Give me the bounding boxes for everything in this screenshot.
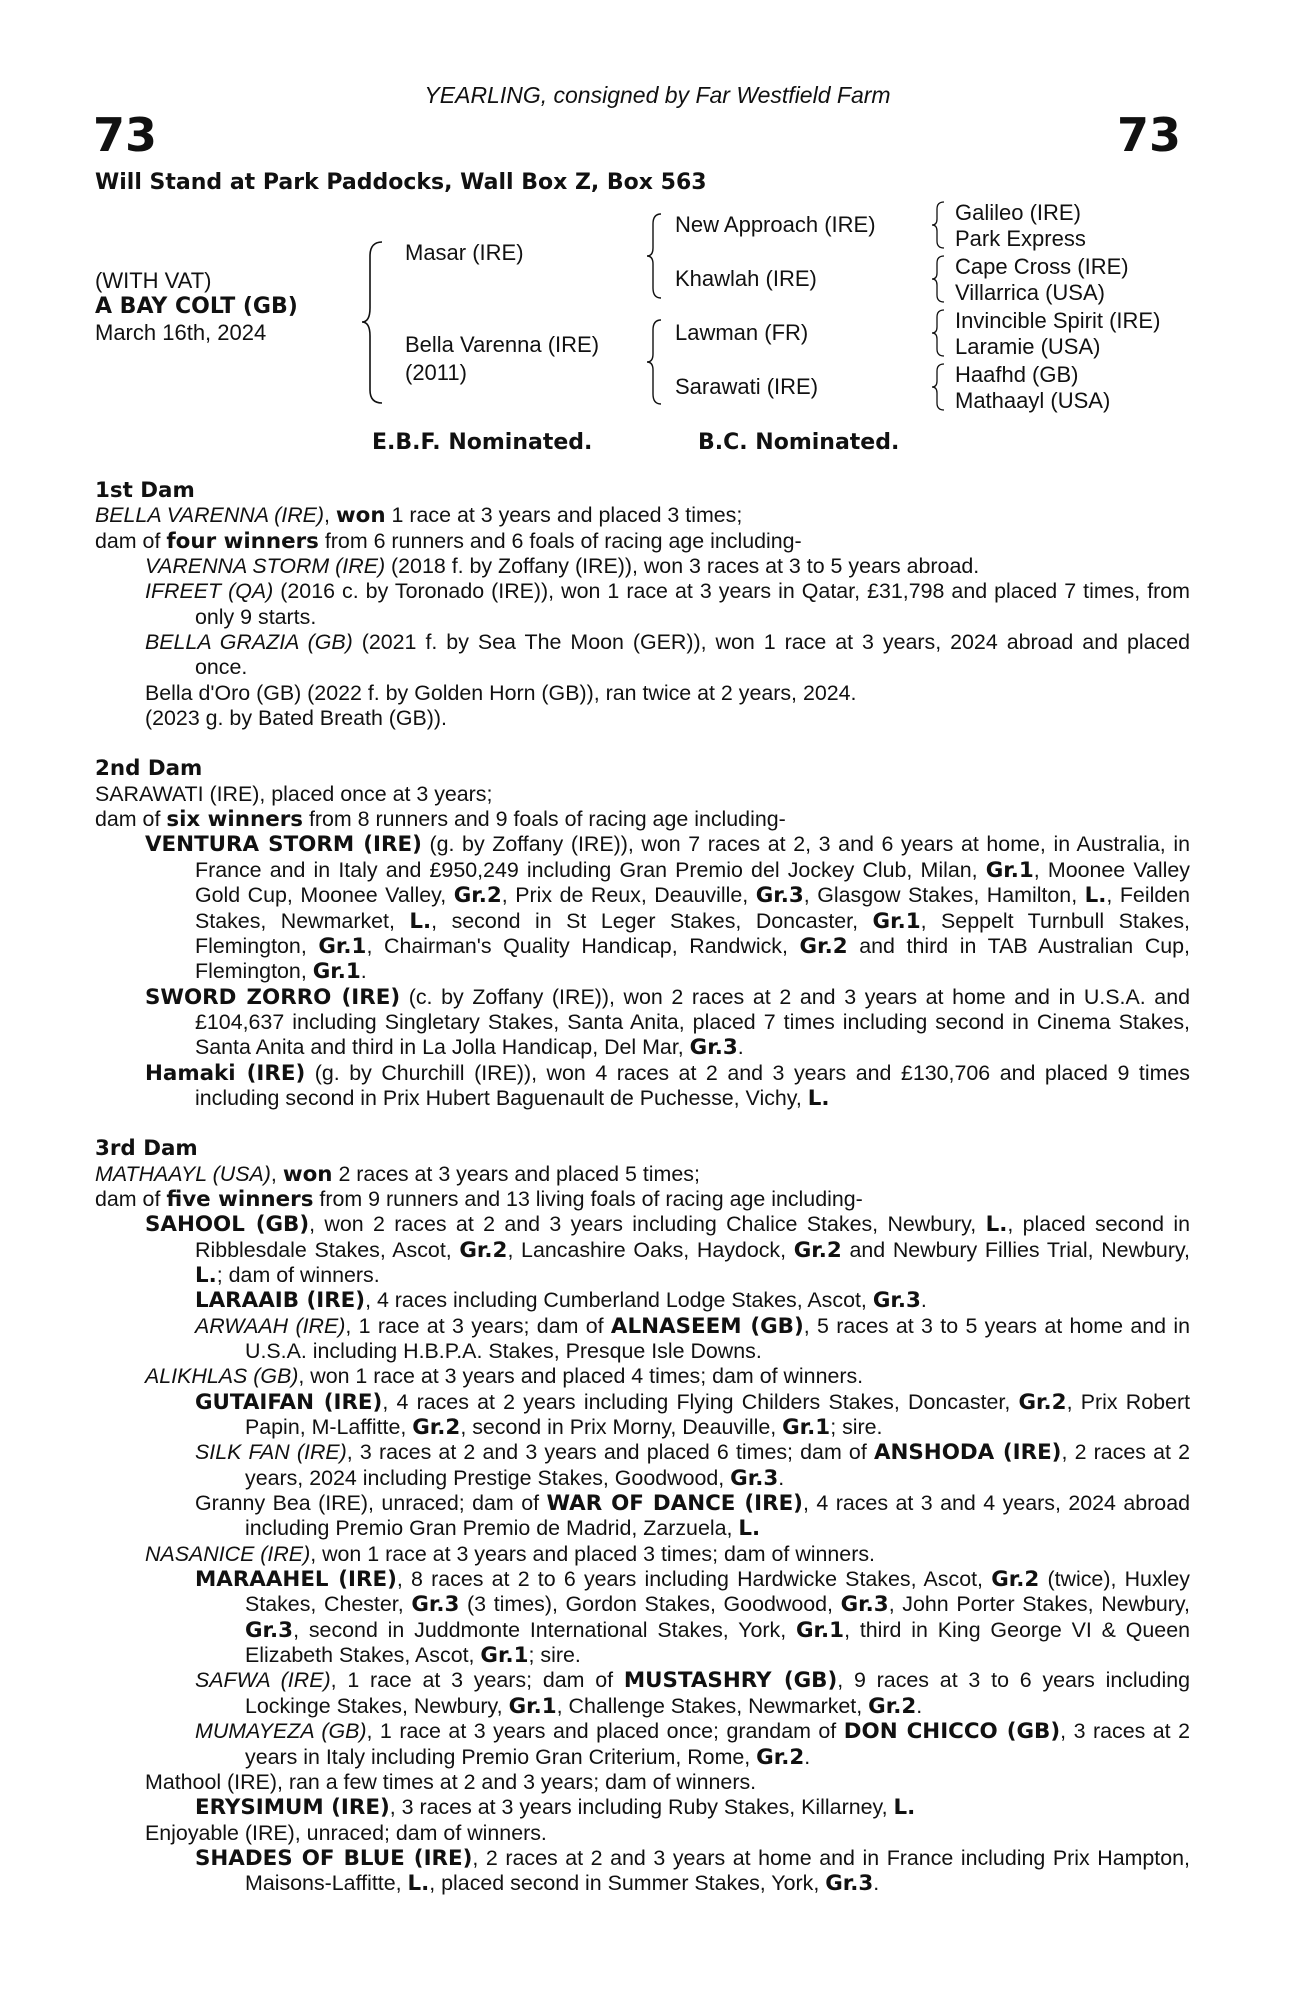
ebf-nomination: E.B.F. Nominated. <box>372 430 593 455</box>
produce-entry: Mathool (IRE), ran a few times at 2 and 3 years; dam of winners. <box>145 1769 757 1794</box>
produce-entry: VARENNA STORM (IRE) (2018 f. by Zoffany (IRE)), won 3 races at 3 to 5 years abroad. <box>145 554 980 579</box>
gg-3: Cape Cross (IRE) <box>955 254 1129 279</box>
second-dam-produce-summary: dam of six winners from 8 runners and 9 foals of racing age including- <box>95 807 786 833</box>
stand-location: Will Stand at Park Paddocks, Wall Box Z, Box 563 <box>95 170 707 195</box>
brace-g3-4 <box>930 362 948 412</box>
gg-7: Haafhd (GB) <box>955 362 1079 387</box>
brace-main <box>360 240 390 405</box>
gg-6: Laramie (USA) <box>955 334 1101 359</box>
produce-entry: (2023 g. by Bated Breath (GB)). <box>145 706 447 731</box>
third-dam-record: MATHAAYL (USA), won 2 races at 3 years and placed 5 times; <box>95 1161 700 1187</box>
produce-entry: Hamaki (IRE) (g. by Churchill (IRE)), won 4 races at 2 and 3 years and £130,706 and placed 9 times including second in Prix Hubert Baguenault de Puchesse, Vichy, L. <box>145 1060 1190 1111</box>
produce-entry: SWORD ZORRO (IRE) (c. by Zoffany (IRE)), won 2 races at 2 and 3 years at home and in U.S.A. and £104,637 including Singletary Stakes, Santa Anita, placed 7 times including second in Cinema Stakes, Santa Anita and third in La Jolla Handicap, Del Mar, Gr.3. <box>145 984 1190 1061</box>
produce-entry: ARWAAH (IRE), 1 race at 3 years; dam of ALNASEEM (GB), 5 races at 3 to 5 years at home and in U.S.A. including H.B.P.A. Stakes, Presque Isle Downs. <box>195 1313 1191 1363</box>
bc-nomination: B.C. Nominated. <box>698 430 900 455</box>
brace-g3-3 <box>930 308 948 358</box>
foaling-date: March 16th, 2024 <box>95 320 267 345</box>
produce-record <box>95 478 1190 1897</box>
produce-entry: GUTAIFAN (IRE), 4 races at 2 years including Flying Childers Stakes, Doncaster, Gr.2, Prix Robert Papin, M-Laffitte, Gr.2, second in Prix Morny, Deauville, Gr.1; sire. <box>195 1389 1191 1441</box>
lot-number-left: 73 <box>93 108 158 162</box>
dam: Bella Varenna (IRE) <box>405 332 600 357</box>
first-dam-record: BELLA VARENNA (IRE), won 1 race at 3 years and placed 3 times; <box>95 503 743 529</box>
second-dam-record: SARAWATI (IRE), placed once at 3 years; <box>95 781 493 806</box>
gg-2: Park Express <box>955 226 1086 251</box>
produce-entry: SILK FAN (IRE), 3 races at 2 and 3 years and placed 6 times; dam of ANSHODA (IRE), 2 races at 2 years, 2024 including Prestige Stakes, Goodwood, Gr.3. <box>195 1440 1190 1491</box>
sire: Masar (IRE) <box>405 240 524 265</box>
produce-entry: SHADES OF BLUE (IRE), 2 races at 2 and 3 years at home and in France including Prix Hampton, Maisons-Laffitte, L., placed second in Summer Stakes, York, Gr.3. <box>195 1845 1190 1897</box>
sire-dam: Khawlah (IRE) <box>675 266 817 291</box>
brace-g3-1 <box>930 200 948 250</box>
gg-8: Mathaayl (USA) <box>955 388 1111 413</box>
horse-name: A BAY COLT (GB) <box>95 294 298 319</box>
produce-entry: Bella d'Oro (GB) (2022 f. by Golden Horn (GB)), ran twice at 2 years, 2024. <box>145 680 857 705</box>
gg-1: Galileo (IRE) <box>955 200 1081 225</box>
produce-entry: ERYSIMUM (IRE), 3 races at 3 years including Ruby Stakes, Killarney, L. <box>195 1795 916 1821</box>
produce-entry: VENTURA STORM (IRE) (g. by Zoffany (IRE)), won 7 races at 2, 3 and 6 years at home, in Australia, in France and in Italy and £950,249 including Gran Premio del Jockey Club, Milan, Gr.1, Moonee Valley Gold Cup, Moonee Valley, Gr.2, Prix de Reux, Deauville, Gr.3, Glasgow Stakes, Hamilton, L., Feilden Stakes, Newmarket, L., second in St Leger Stakes, Doncaster, Gr.1, Seppelt Turnbull Stakes, Flemington, Gr.1, Chairman's Quality Handicap, Randwick, Gr.2 and third in TAB Australian Cup, Flemington, Gr.1. <box>145 832 1191 985</box>
produce-entry: Enjoyable (IRE), unraced; dam of winners. <box>145 1820 547 1845</box>
produce-entry: ALIKHLAS (GB), won 1 race at 3 years and placed 4 times; dam of winners. <box>145 1364 864 1389</box>
third-dam-produce-summary: dam of five winners from 9 runners and 13 living foals of racing age including- <box>95 1186 863 1212</box>
lot-number-right: 73 <box>1117 108 1182 162</box>
gg-4: Villarrica (USA) <box>955 280 1105 305</box>
produce-entry: MARAAHEL (IRE), 8 races at 2 to 6 years including Hardwicke Stakes, Ascot, Gr.2 (twice), Huxley Stakes, Chester, Gr.3 (3 times), Gordon Stakes, Goodwood, Gr.3, John Porter Stakes, Newbury, Gr.3, second in Juddmonte International Stakes, York, Gr.1, third in King George VI & Queen Elizabeth Stakes, Ascot, Gr.1; sire. <box>195 1567 1190 1669</box>
produce-entry: Granny Bea (IRE), unraced; dam of WAR OF DANCE (IRE), 4 races at 3 and 4 years, 2024 abroad including Premio Gran Premio de Madrid, Zarzuela, L. <box>195 1491 1190 1542</box>
produce-entry: BELLA GRAZIA (GB) (2021 f. by Sea The Moon (GER)), won 1 race at 3 years, 2024 abroad and placed once. <box>145 630 1190 680</box>
third-dam-heading: 3rd Dam <box>95 1136 198 1162</box>
second-dam-heading: 2nd Dam <box>95 756 203 782</box>
first-dam-produce-summary: dam of four winners from 6 runners and 6 foals of racing age including- <box>95 528 802 554</box>
brace-dam-line <box>645 318 665 406</box>
gg-5: Invincible Spirit (IRE) <box>955 308 1161 333</box>
vat-label: (WITH VAT) <box>95 268 212 293</box>
dam-year: (2011) <box>405 360 467 385</box>
produce-entry: SAHOOL (GB), won 2 races at 2 and 3 years including Chalice Stakes, Newbury, L., placed second in Ribblesdale Stakes, Ascot, Gr.2, Lancashire Oaks, Haydock, Gr.2 and Newbury Fillies Trial, Newbury, L.; dam of winners. <box>145 1212 1190 1288</box>
brace-g3-2 <box>930 254 948 304</box>
produce-entry: MUMAYEZA (GB), 1 race at 3 years and placed once; grandam of DON CHICCO (GB), 3 races at 2 years in Italy including Premio Gran Criterium, Rome, Gr.2. <box>195 1719 1191 1770</box>
produce-entry: NASANICE (IRE), won 1 race at 3 years and placed 3 times; dam of winners. <box>145 1541 875 1566</box>
consignment-line: YEARLING, consigned by Far Westfield Farm <box>424 82 891 108</box>
brace-sire-line <box>645 212 665 300</box>
produce-entry: SAFWA (IRE), 1 race at 3 years; dam of MUSTASHRY (GB), 9 races at 3 to 6 years including Lockinge Stakes, Newbury, Gr.1, Challenge Stakes, Newmarket, Gr.2. <box>195 1668 1191 1719</box>
dam-sire: Lawman (FR) <box>675 320 809 345</box>
produce-entry: LARAAIB (IRE), 4 races including Cumberland Lodge Stakes, Ascot, Gr.3. <box>195 1288 927 1314</box>
produce-entry: IFREET (QA) (2016 c. by Toronado (IRE)), won 1 race at 3 years in Qatar, £31,798 and placed 7 times, from only 9 starts. <box>145 579 1191 629</box>
first-dam-heading: 1st Dam <box>95 478 195 503</box>
sire-sire: New Approach (IRE) <box>675 212 876 237</box>
dam-dam: Sarawati (IRE) <box>675 374 819 399</box>
